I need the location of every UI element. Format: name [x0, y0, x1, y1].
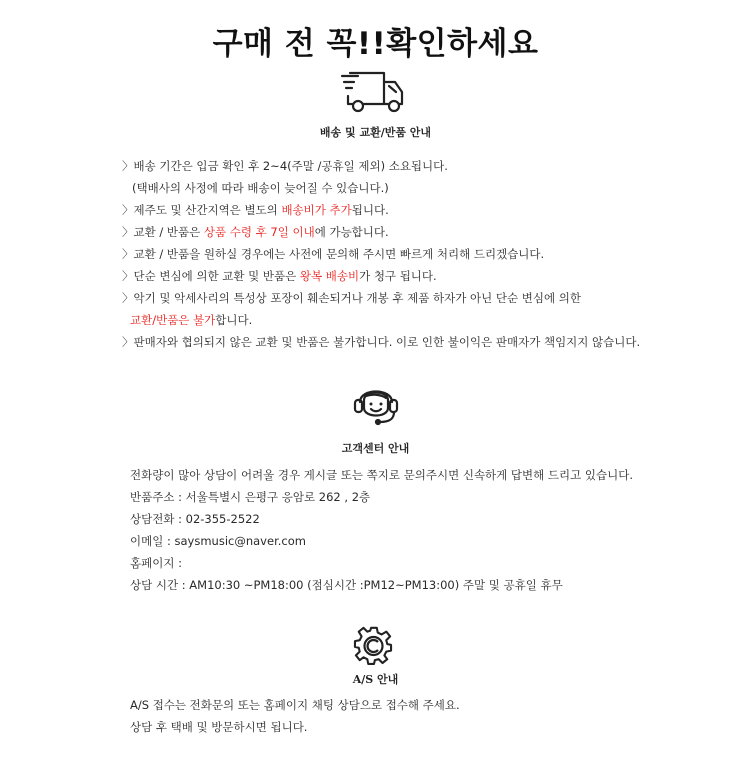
customer-line-1: 전화량이 많아 상담이 어려울 경우 게시글 또는 쪽지로 문의주시면 신속하게 답변해 드리고 있습니다. — [130, 468, 633, 482]
shipping-line-5: 〉교환 / 반품을 원하실 경우에는 사전에 문의해 주시면 빠르게 처리해 드리겠습니다. — [122, 247, 545, 261]
shipping-line-2: (택배사의 사정에 따라 배송이 늦어질 수 있습니다.) — [132, 181, 389, 195]
shipping-heading: 배송 및 교환/반품 안내 — [319, 126, 432, 139]
shipping-line-6-text: 〉단순 변심에 의한 교환 및 반품은 — [122, 269, 300, 283]
gear-icon — [353, 625, 395, 667]
customer-line-5: 홈페이지 : — [130, 556, 182, 570]
truck-icon — [340, 70, 408, 114]
as-line-1: A/S 접수는 전화문의 또는 홈페이지 채팅 상담으로 접수해 주세요. — [130, 698, 460, 712]
as-heading: A/S 안내 — [352, 673, 399, 686]
headset-icon — [350, 380, 402, 430]
shipping-line-8 — [130, 312, 252, 328]
shipping-line-4-end: 에 가능합니다. — [314, 225, 389, 239]
shipping-line-4-text: 〉교환 / 반품은 — [122, 225, 204, 239]
shipping-line-3-text: 〉제주도 및 산간지역은 별도의 — [122, 203, 282, 217]
as-line-2: 상담 후 택배 및 방문하시면 됩니다. — [130, 720, 308, 734]
customer-line-4: 이메일 : saysmusic@naver.com — [130, 534, 306, 548]
shipping-line-3 — [122, 202, 389, 218]
shipping-line-7: 〉악기 및 악세사리의 특성상 포장이 훼손되거나 개봉 후 제품 하자가 아닌 단순 변심에 의한 — [122, 291, 581, 305]
customer-line-3: 상담전화 : 02-355-2522 — [130, 512, 260, 526]
shipping-highlight-roundtrip: 왕복 배송비 — [299, 269, 360, 283]
shipping-line-1: 〉배송 기간은 입금 확인 후 2~4(주말 /공휴일 제외) 소요됩니다. — [122, 159, 448, 173]
shipping-line-9: 〉판매자와 협의되지 않은 교환 및 반품은 불가합니다. 이로 인한 불이익은 판매자가 책임지지 않습니다. — [122, 335, 641, 349]
shipping-line-3-end: 됩니다. — [351, 203, 389, 217]
shipping-highlight-period: 상품 수령 후 7일 이내 — [203, 225, 315, 239]
shipping-highlight-no-return: 교환/반품은 불가 — [130, 313, 216, 327]
customer-line-6: 상담 시간 : AM10:30 ~PM18:00 (점심시간 :PM12~PM13:00) 주말 및 공휴일 휴무 — [130, 578, 563, 592]
page-title: 구매 전 꼭!!확인하세요 — [212, 26, 539, 62]
shipping-highlight-fee: 배송비가 추가 — [281, 203, 352, 217]
shipping-line-8-end: 합니다. — [215, 313, 253, 327]
customer-line-2: 반품주소 : 서울특별시 은평구 응암로 262 , 2층 — [130, 490, 371, 504]
shipping-line-6 — [122, 268, 437, 284]
shipping-line-6-end: 가 청구 됩니다. — [359, 269, 437, 283]
customer-heading: 고객센터 안내 — [341, 442, 410, 455]
shipping-line-4 — [122, 224, 389, 240]
